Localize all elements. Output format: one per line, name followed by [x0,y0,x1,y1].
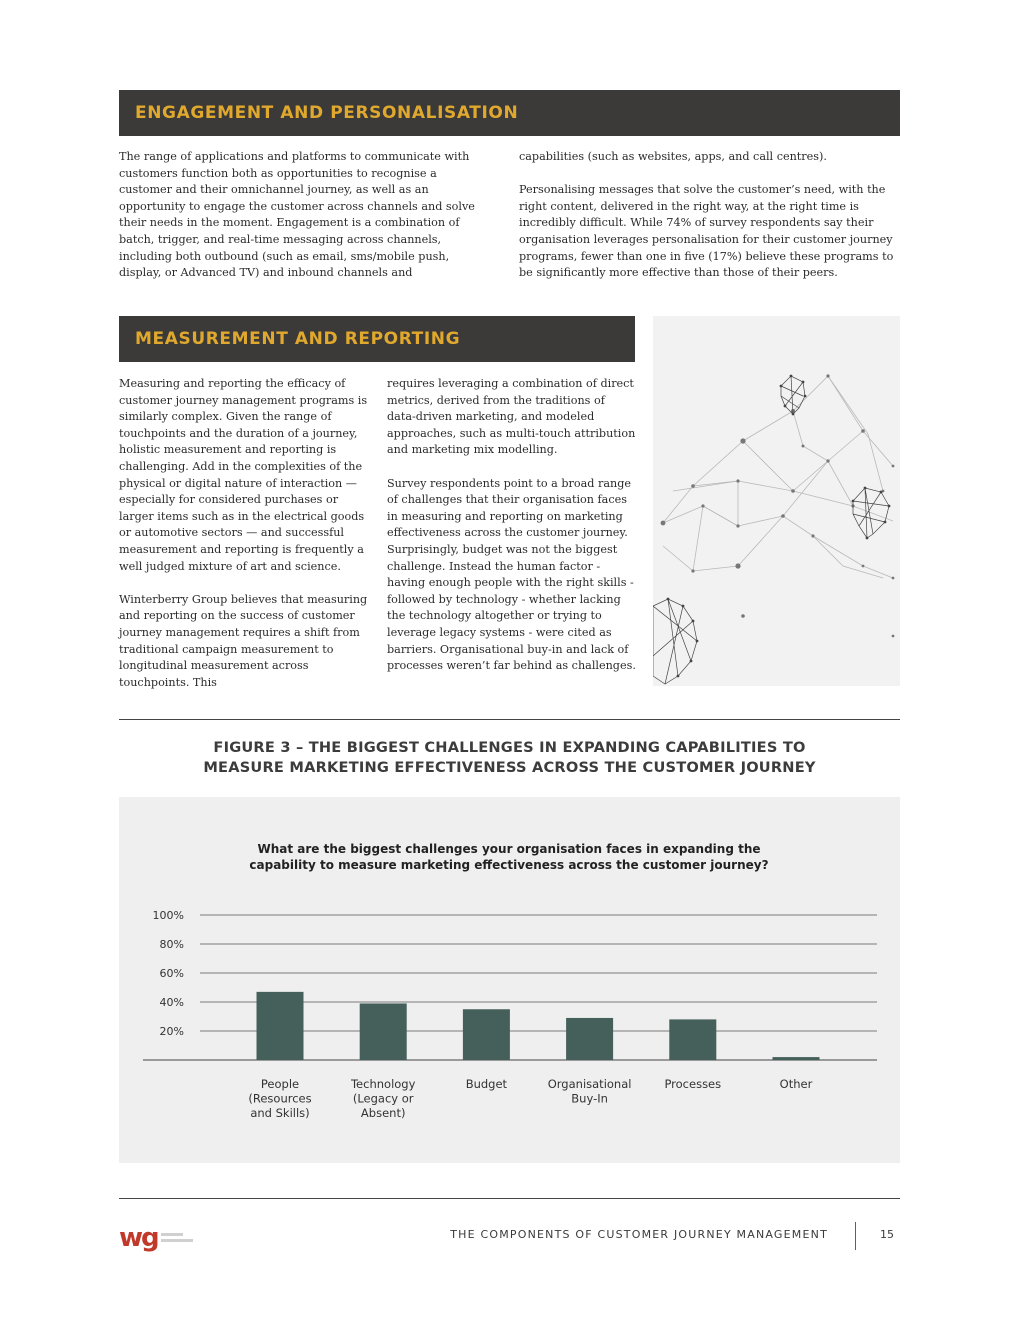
logo-mark: wg [119,1224,158,1253]
bar [360,1003,407,1060]
network-illustration [653,316,900,686]
figure-title-line: MEASURE MARKETING EFFECTIVENESS ACROSS THE CUSTOMER JOURNEY [203,759,816,776]
x-tick-label: Other [779,1077,813,1091]
body-column [119,149,481,298]
wg-logo [119,1224,209,1260]
x-tick-label: (Legacy or [352,1091,414,1106]
footer-title: THE COMPONENTS OF CUSTOMER JOURNEY MANAGEMENT [450,1228,828,1241]
section-banner-measurement [119,316,635,362]
chart-title-line: What are the biggest challenges your organisation faces in expanding the [257,842,761,856]
bar [257,992,304,1060]
y-tick-label: 60% [159,967,184,980]
footer-separator [855,1222,856,1250]
chart-title-line: capability to measure marketing effectiveness across the customer journey? [249,858,769,872]
paragraph: Winterberry Group believes that measuring and reporting on the success of customer journey management requires a shift from traditional campaign measurement to longitudinal measurement across touchpoints. This [119,592,368,689]
body-column [519,149,900,298]
x-tick-label: (Resources [248,1091,312,1106]
x-tick-label: Absent) [360,1106,406,1120]
body-column [119,376,369,708]
logo-graphic [119,1224,209,1256]
y-tick-label: 100% [152,909,184,922]
bar [566,1018,613,1060]
figure-title [119,738,900,778]
divider-rule [119,719,900,720]
footer-rule [119,1198,900,1199]
x-tick-label: Budget [465,1077,508,1091]
body-column [387,376,637,691]
network-graphic [653,316,900,686]
bar [773,1057,820,1060]
y-tick-label: 40% [159,996,184,1009]
x-tick-label: People [260,1077,300,1091]
bar-chart [119,797,900,1163]
paragraph: The range of applications and platforms to communicate with customers function both as opportunities to recognise a customer and their omnichannel journey, as well as an opportunity to engage the customer across channels and solve their needs in the moment. Engagement is a combination of batch, trigger, and real-time messaging across channels, including both outbound (such as email, sms/mobile push, display, or Advanced TV) and inbound channels and [119,150,475,280]
paragraph: requires leveraging a combination of direct metrics, derived from the traditions of data-driven marketing, and modeled approaches, such as multi-touch attribution and marketing mix modelling. [387,377,636,457]
bar [463,1009,510,1060]
x-tick-label: Buy-In [571,1091,608,1106]
y-tick-label: 80% [159,938,184,951]
section-banner-engagement [119,90,900,136]
bar [669,1019,716,1060]
x-tick-label: Processes [664,1077,722,1091]
x-tick-label: Organisational [547,1077,632,1091]
page-number: 15 [880,1228,894,1241]
section-heading: ENGAGEMENT AND PERSONALISATION [135,103,519,123]
paragraph: Personalising messages that solve the customer’s need, with the right content, delivered in the right way, at the right time is incredibly difficult. While 74% of survey respondents say their organisation leverages personalisation for their customer journey programs, fewer than one in five (17%) believe these programs to be significantly more effective than those of their peers. [519,183,894,280]
x-tick-label: Technology [350,1077,416,1091]
x-tick-label: and Skills) [250,1106,310,1120]
section-heading: MEASUREMENT AND REPORTING [135,329,461,349]
figure-title-line: FIGURE 3 – THE BIGGEST CHALLENGES IN EXPANDING CAPABILITIES TO [213,739,806,756]
y-tick-label: 20% [159,1025,184,1038]
chart-panel [119,797,900,1163]
paragraph: Measuring and reporting the efficacy of customer journey management programs is similarly complex. Given the range of touchpoints and the duration of a journey, holistic measurement and reporting is challenging. Add in the complexities of the physical or digital nature of interaction — especially for considered purchases or larger items such as in the electrical goods or automotive sectors — and successful measurement and reporting is frequently a well judged mixture of art and science. [119,377,368,573]
paragraph: Survey respondents point to a broad range of challenges that their organisation faces in measuring and reporting on marketing effectiveness across the customer journey. Surprisingly, budget was not the biggest challenge. Instead the human factor - having enough people with the right skills - followed by technology - whether lacking the technology altogether or trying to leverage legacy systems - were cited as barriers. Organisational buy-in and lack of processes weren’t far behind as challenges. [387,476,636,673]
paragraph: capabilities (such as websites, apps, and call centres). [519,150,827,163]
